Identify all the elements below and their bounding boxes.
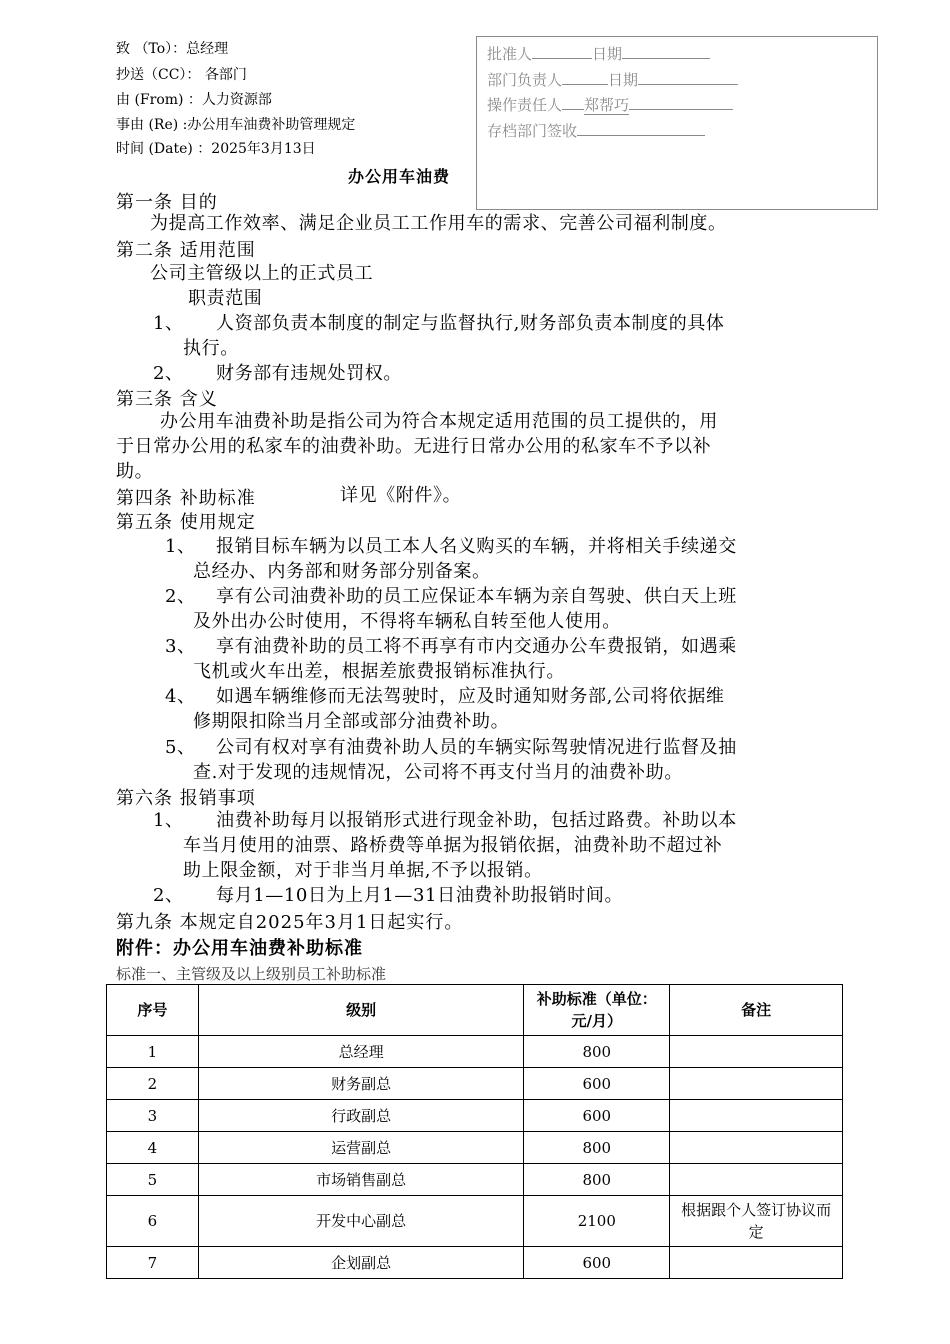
- cell-no: 7: [107, 1247, 199, 1279]
- list-item-text: 查.对于发现的违规情况，公司将不再支付当月的油费补助。: [193, 762, 683, 783]
- list-item-text: 每月1—10日为上月1—31日油费补助报销时间。: [216, 885, 624, 906]
- cell-level: 财务副总: [198, 1068, 524, 1100]
- header-note: 备注: [670, 985, 843, 1036]
- cell-no: 3: [107, 1100, 199, 1132]
- cell-note: [670, 1036, 843, 1068]
- cell-level: 开发中心副总: [198, 1196, 524, 1247]
- list-item-text: 享有油费补助的员工将不再享有市内交通办公车费报销，如遇乘: [216, 636, 737, 657]
- list-item-text: 如遇车辆维修而无法驾驶时，应及时通知财务部,公司将依据维: [216, 686, 725, 707]
- subsidy-standard-table: [106, 984, 843, 1279]
- cell-no: 1: [107, 1036, 199, 1068]
- document-title: 办公用车油费: [348, 167, 451, 186]
- standard-caption: 标准一、主管级及以上级别员工补助标准: [116, 965, 387, 983]
- memo-date: 时间 (Date) ：2025年3月13日: [116, 141, 316, 157]
- section-4-heading: 第四条 补助标准: [116, 488, 256, 509]
- approval-line-dept-head: [487, 69, 738, 90]
- list-item-text: 报销目标车辆为以员工本人名义购买的车辆，并将相关手续递交: [216, 536, 737, 557]
- approval-line-approver: [487, 43, 710, 64]
- list-number: 2、: [153, 885, 184, 906]
- list-number: 3、: [165, 636, 196, 657]
- memo-cc: 抄送（CC）： 各部门: [116, 67, 247, 83]
- section-9-heading: 第九条 本规定自2025年3月1日起实行。: [116, 912, 464, 933]
- memo-re: 事由 (Re) :办公用车油费补助管理规定: [116, 117, 356, 133]
- list-item-text: 飞机或火车出差，根据差旅费报销标准执行。: [193, 661, 565, 682]
- approval-box: [476, 36, 878, 210]
- table-row: [107, 1247, 843, 1279]
- header-no: 序号: [107, 985, 199, 1036]
- cell-amount: 2100: [524, 1196, 670, 1247]
- cell-amount: 800: [524, 1164, 670, 1196]
- list-number: 5、: [165, 737, 196, 758]
- cell-no: 4: [107, 1132, 199, 1164]
- list-number: 4、: [165, 686, 196, 707]
- list-item-text: 修期限扣除当月全部或部分油费补助。: [193, 711, 510, 732]
- list-item-text: 总经办、内务部和财务部分别备案。: [193, 561, 491, 582]
- cell-note: [670, 1068, 843, 1100]
- list-item-text: 人资部负责本制度的制定与监督执行,财务部负责本制度的具体: [216, 313, 725, 334]
- list-item-text: 执行。: [183, 338, 239, 359]
- dept-head-label: 部门负责人: [487, 71, 563, 89]
- cell-level: 市场销售副总: [198, 1164, 524, 1196]
- cell-level: 总经理: [198, 1036, 524, 1068]
- section-5-heading: 第五条 使用规定: [116, 512, 256, 533]
- table-row: [107, 1132, 843, 1164]
- cell-note: [670, 1247, 843, 1279]
- section-1-heading: 第一条 目的: [116, 192, 218, 213]
- list-number: 1、: [153, 313, 184, 334]
- memo-to: 致 （To）：总经理: [116, 41, 229, 57]
- list-item-text: 享有公司油费补助的员工应保证本车辆为亲自驾驶、供白天上班: [216, 586, 737, 607]
- list-item-text: 及外出办公时使用，不得将车辆私自转至他人使用。: [193, 611, 621, 632]
- table-row: [107, 1196, 843, 1247]
- archive-label: 存档部门签收: [487, 122, 578, 140]
- section-6-heading: 第六条 报销事项: [116, 788, 256, 809]
- table-row: [107, 1100, 843, 1132]
- cell-no: 5: [107, 1164, 199, 1196]
- cell-level: 行政副总: [198, 1100, 524, 1132]
- header-level: 级别: [198, 985, 524, 1036]
- list-item-text: 财务部有违规处罚权。: [216, 363, 402, 384]
- approver-label: 批准人: [487, 45, 533, 63]
- approver-date-label: 日期: [592, 45, 623, 63]
- cell-no: 2: [107, 1068, 199, 1100]
- cell-level: 运营副总: [198, 1132, 524, 1164]
- cell-amount: 800: [524, 1132, 670, 1164]
- approval-line-operator: [487, 94, 733, 115]
- dept-head-date-label: 日期: [608, 71, 639, 89]
- section-3-heading: 第三条 含义: [116, 389, 218, 410]
- operator-label: 操作责任人: [487, 96, 563, 114]
- cell-note: [670, 1164, 843, 1196]
- section-3-paragraph-line: 助。: [116, 461, 154, 482]
- list-item-text: 车当月使用的油票、路桥费等单据为报销依据，油费补助不超过补: [183, 835, 723, 856]
- approval-line-archive: [487, 120, 705, 141]
- cell-note: 根据跟个人签订协议而定: [670, 1196, 843, 1247]
- cell-note: [670, 1100, 843, 1132]
- cell-note: [670, 1132, 843, 1164]
- list-number: 1、: [153, 810, 184, 831]
- annex-title: 附件：办公用车油费补助标准: [116, 938, 363, 959]
- memo-from: 由 (From) ：人力资源部: [116, 92, 272, 108]
- section-2-heading: 第二条 适用范围: [116, 240, 256, 261]
- list-number: 1、: [165, 536, 196, 557]
- list-number: 2、: [165, 586, 196, 607]
- table-row: [107, 1164, 843, 1196]
- cell-amount: 600: [524, 1247, 670, 1279]
- cell-amount: 600: [524, 1100, 670, 1132]
- list-item-text: 公司有权对享有油费补助人员的车辆实际驾驶情况进行监督及抽: [216, 737, 737, 758]
- section-3-paragraph-line: 于日常办公用的私家车的油费补助。无进行日常办公用的私家车不予以补: [116, 436, 712, 457]
- cell-amount: 600: [524, 1068, 670, 1100]
- section-4-reference: 详见《附件》。: [340, 485, 462, 506]
- table-header-row: [107, 985, 843, 1036]
- cell-level: 企划副总: [198, 1247, 524, 1279]
- table-row: [107, 1068, 843, 1100]
- section-2-paragraph: 公司主管级以上的正式员工: [150, 263, 374, 284]
- cell-amount: 800: [524, 1036, 670, 1068]
- list-item-text: 助上限金额，对于非当月单据,不予以报销。: [183, 860, 543, 881]
- list-number: 2、: [153, 363, 184, 384]
- section-1-paragraph: 为提高工作效率、满足企业员工工作用车的需求、完善公司福利制度。: [150, 213, 727, 234]
- operator-name: 郑帮巧: [584, 96, 630, 114]
- cell-no: 6: [107, 1196, 199, 1247]
- list-item-text: 油费补助每月以报销形式进行现金补助，包括过路费。补助以本: [216, 810, 737, 831]
- table-row: [107, 1036, 843, 1068]
- responsibility-heading: 职责范围: [188, 288, 263, 309]
- header-amount: 补助标准（单位：元/月）: [524, 985, 670, 1036]
- section-3-paragraph-line: 办公用车油费补助是指公司为符合本规定适用范围的员工提供的，用: [160, 411, 718, 432]
